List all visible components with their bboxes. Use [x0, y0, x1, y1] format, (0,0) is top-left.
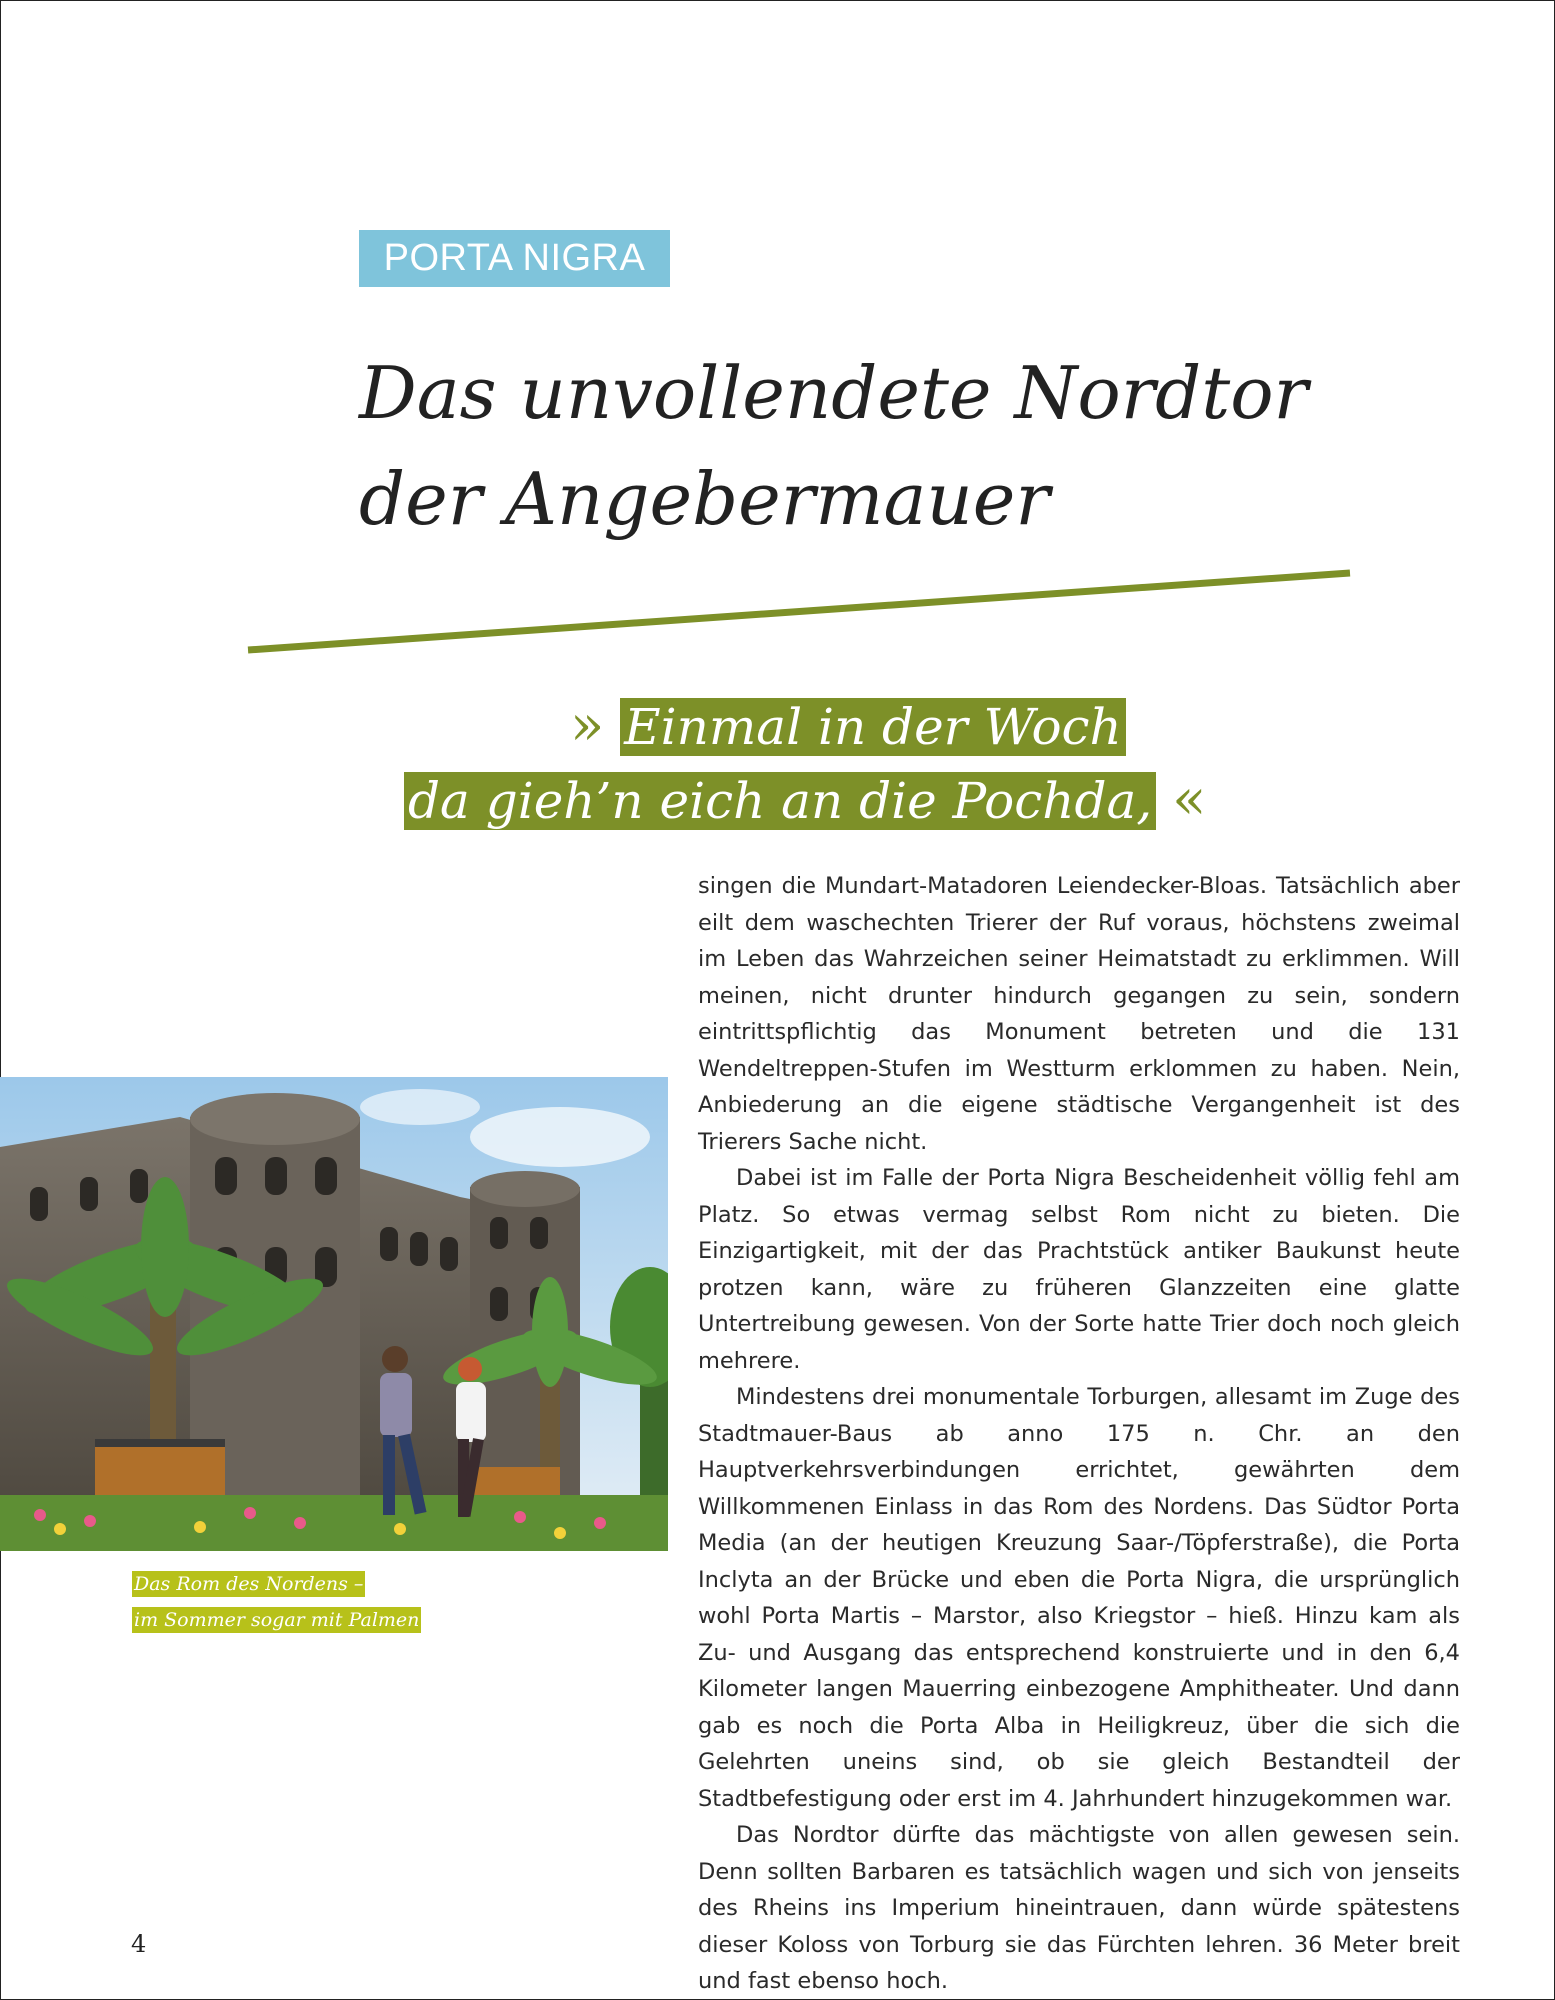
- pull-quote-line-2: [404, 768, 1206, 832]
- photo-caption: [132, 1566, 421, 1638]
- headline-line-1: Das unvollendete Nordtor: [359, 351, 1308, 435]
- quote-close-mark: «: [1172, 767, 1207, 832]
- page-number: 4: [131, 1930, 147, 1958]
- porta-nigra-photo: [0, 1077, 668, 1551]
- pull-quote-line-1: [570, 693, 1126, 758]
- section-kicker: PORTA NIGRA: [359, 230, 670, 287]
- caption-line-2: im Sommer sogar mit Palmen: [134, 1609, 420, 1631]
- paragraph-2: Dabei ist im Falle der Porta Nigra Bescheidenheit völlig fehl am Platz. So etwas vermag selbst Rom nicht zu bieten. Die Einzigartigkeit, mit der das Prachtstück antiker Baukunst heute protzen kann, wäre zu früheren Glanzzeiten eine glatte Untertreibung gewesen. Von der Sorte hatte Trier doch noch gleich mehrere.: [698, 1165, 1460, 1374]
- article-body: [698, 868, 1460, 2000]
- photo-illustration-icon: [0, 1077, 668, 1551]
- quote-text-1: Einmal in der Woch: [620, 698, 1126, 756]
- headline-line-2: der Angebermauer: [359, 457, 1050, 541]
- paragraph-3: Mindestens drei monumentale Torburgen, allesamt im Zuge des Stadtmauer-Baus ab anno 175 n. Chr. an den Hauptverkehrsverbindungen errichtet, gewährten dem Willkommenen Einlass in das Rom des Nordens. Das Südtor Porta Media (an der heutigen Kreuzung Saar-/Töpferstraße), die Porta Inclyta an der Brücke und eben die Porta Nigra, die ursprünglich wohl Porta Martis – Marstor, also Kriegstor – hieß. Hinzu kam als Zu- und Ausgang das entsprechend konstruierte und in den 6,4 Kilometer langen Mauerring einbezogene Amphitheater. Und dann gab es noch die Porta Alba in Heiligkreuz, über die sich die Gelehrten uneins sind, ob sie gleich Bestandteil der Stadtbefestigung oder erst im 4. Jahrhundert hinzugekommen war.: [698, 1384, 1460, 1812]
- paragraph-4: Das Nordtor dürfte das mächtigste von allen gewesen sein. Denn sollten Barbaren es tatsächlich wagen und sich von jenseits des Rheins ins Imperium hineintrauen, dann würde spätestens dieser Koloss von Torburg sie das Fürchten lehren. 36 Meter breit und fast ebenso hoch.: [698, 1822, 1460, 1994]
- caption-line-1: Das Rom des Nordens –: [134, 1573, 364, 1595]
- quote-text-2: da gieh’n eich an die Pochda,: [404, 772, 1156, 830]
- paragraph-1: singen die Mundart-Matadoren Leiendecker-Bloas. Tatsächlich aber eilt dem waschechten Trierer der Ruf voraus, höchstens zweimal im Leben das Wahrzeichen seiner Heimatstadt zu erklimmen. Will meinen, nicht drunter hindurch gegangen zu sein, sondern eintrittspflichtig das Monument betreten und die 131 Wendeltreppen-Stufen im Westturm erklommen zu haben. Nein, Anbiederung an die eigene städtische Vergangenheit ist des Trierers Sache nicht.: [698, 873, 1460, 1155]
- diagonal-rule: [0, 0, 1555, 700]
- quote-open-mark: »: [570, 693, 605, 758]
